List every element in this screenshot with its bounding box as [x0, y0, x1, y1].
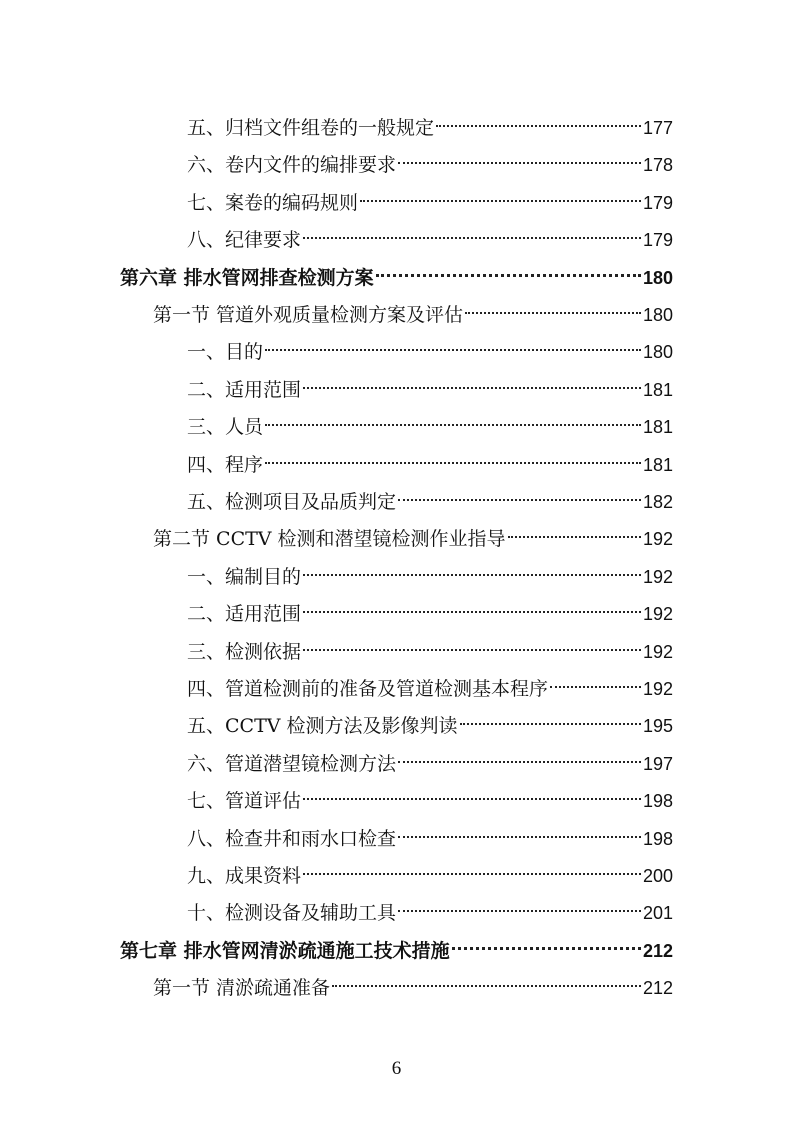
- toc-entry-label: 四、管道检测前的准备及管道检测基本程序: [187, 678, 549, 700]
- dot-leader: [265, 403, 641, 433]
- toc-entry-page: 198: [642, 828, 673, 849]
- toc-entry-label: 四、程序: [187, 453, 264, 476]
- toc-entry-page: 192: [642, 679, 673, 699]
- toc-entry-label: 第七章 排水管网清淤疏通施工技术措施: [120, 939, 450, 962]
- toc-entry-item[interactable]: [187, 702, 673, 738]
- toc-entry-label: 五、检测项目及品质判定: [187, 491, 397, 513]
- toc-entry-label: 一、目的: [187, 341, 264, 364]
- toc-entry-page: 181: [642, 417, 673, 438]
- toc-entry-item[interactable]: [187, 104, 673, 139]
- toc-entry-page: 192: [642, 566, 673, 587]
- toc-entry-item[interactable]: [187, 553, 673, 588]
- toc-entry-section[interactable]: [153, 515, 673, 551]
- toc-entry-page: 192: [642, 604, 673, 625]
- dot-leader: [265, 328, 641, 358]
- toc-entry-section[interactable]: [153, 964, 673, 1000]
- toc-entry-item[interactable]: [187, 141, 673, 177]
- toc-entry-label: 十、检测设备及辅助工具: [187, 902, 397, 925]
- toc-entry-label: 八、检查井和雨水口检查: [187, 827, 397, 850]
- toc-entry-page: 180: [642, 342, 673, 363]
- toc-entry-page: 179: [642, 192, 673, 213]
- toc-entry-page: 200: [642, 866, 673, 886]
- dot-leader: [303, 590, 641, 620]
- dot-leader: [303, 366, 641, 396]
- dot-leader: [398, 141, 641, 171]
- dot-leader: [303, 777, 641, 807]
- toc-entry-item[interactable]: [187, 328, 673, 364]
- dot-leader: [376, 254, 641, 284]
- dot-leader: [465, 291, 641, 321]
- toc-entry-item[interactable]: [187, 777, 673, 813]
- dot-leader: [398, 740, 641, 770]
- toc-entry-page: 181: [642, 454, 673, 475]
- toc-entry-chapter[interactable]: [120, 254, 673, 289]
- toc-entry-item[interactable]: [187, 740, 673, 775]
- toc-entry-page: 178: [642, 155, 673, 176]
- toc-entry-label: 七、管道评估: [187, 790, 302, 813]
- toc-entry-label: 三、检测依据: [187, 640, 302, 663]
- toc-entry-item[interactable]: [187, 366, 673, 401]
- toc-entry-page: 179: [642, 230, 673, 251]
- dot-leader: [550, 665, 641, 695]
- dot-leader: [303, 628, 641, 658]
- dot-leader: [436, 104, 641, 134]
- toc-entry-item[interactable]: [187, 590, 673, 626]
- dot-leader: [460, 702, 641, 732]
- dot-leader: [452, 927, 641, 957]
- toc-entry-page: 182: [642, 492, 673, 512]
- dot-leader: [303, 553, 641, 583]
- toc-entry-item[interactable]: [187, 216, 673, 252]
- toc-entry-item[interactable]: [187, 628, 673, 663]
- toc-entry-page: 212: [642, 940, 673, 961]
- toc-entry-page: 212: [642, 978, 673, 999]
- toc-entry-page: 198: [642, 791, 673, 812]
- toc-entry-label: 九、成果资料: [187, 865, 302, 887]
- toc-entry-page: 192: [642, 529, 673, 550]
- dot-leader: [360, 179, 641, 209]
- toc-entry-label: 第一节 清淤疏通准备: [153, 977, 331, 1000]
- toc-entry-label: 六、卷内文件的编排要求: [187, 154, 397, 177]
- toc-entry-label: 一、编制目的: [187, 565, 302, 588]
- page-number: 6: [391, 1058, 402, 1079]
- toc-entry-item[interactable]: [187, 665, 673, 700]
- toc-entry-page: 181: [642, 379, 673, 400]
- toc-entry-label: 二、适用范围: [187, 603, 302, 626]
- toc-entry-item[interactable]: [187, 478, 673, 513]
- toc-entry-item[interactable]: [187, 889, 673, 925]
- toc-entry-label: 三、人员: [187, 416, 264, 439]
- toc-entry-item[interactable]: [187, 179, 673, 214]
- toc-entry-label: 七、案卷的编码规则: [187, 191, 359, 214]
- toc-entry-page: 192: [642, 641, 673, 662]
- toc-entry-label: 第二节 CCTV 检测和潜望镜检测作业指导: [153, 528, 506, 551]
- toc-entry-label: 五、CCTV 检测方法及影像判读: [187, 715, 458, 738]
- dot-leader: [303, 216, 641, 246]
- toc-entry-page: 177: [642, 118, 673, 138]
- toc-entry-page: 195: [642, 716, 673, 737]
- dot-leader: [332, 964, 641, 994]
- toc-entry-page: 201: [642, 903, 673, 924]
- toc-entry-page: 180: [642, 305, 673, 325]
- toc-entry-item[interactable]: [187, 815, 673, 850]
- dot-leader: [303, 852, 641, 882]
- toc-entry-label: 五、归档文件组卷的一般规定: [187, 117, 435, 139]
- toc-entry-page: 197: [642, 753, 673, 774]
- dot-leader: [398, 478, 641, 508]
- dot-leader: [508, 515, 641, 545]
- dot-leader: [398, 815, 641, 845]
- toc-entry-item[interactable]: [187, 441, 673, 476]
- toc-entry-label: 二、适用范围: [187, 378, 302, 401]
- toc-entry-item[interactable]: [187, 403, 673, 439]
- toc-entry-label: 六、管道潜望镜检测方法: [187, 752, 397, 775]
- dot-leader: [398, 889, 641, 919]
- dot-leader: [265, 441, 641, 471]
- toc-entry-label: 第六章 排水管网排查检测方案: [120, 266, 374, 289]
- toc-entry-chapter[interactable]: [120, 927, 673, 962]
- toc-entry-label: 八、纪律要求: [187, 229, 302, 252]
- toc-entry-label: 第一节 管道外观质量检测方案及评估: [153, 304, 464, 326]
- toc-entry-page: 180: [642, 267, 673, 288]
- toc-entry-item[interactable]: [187, 852, 673, 887]
- toc-entry-section[interactable]: [153, 291, 673, 326]
